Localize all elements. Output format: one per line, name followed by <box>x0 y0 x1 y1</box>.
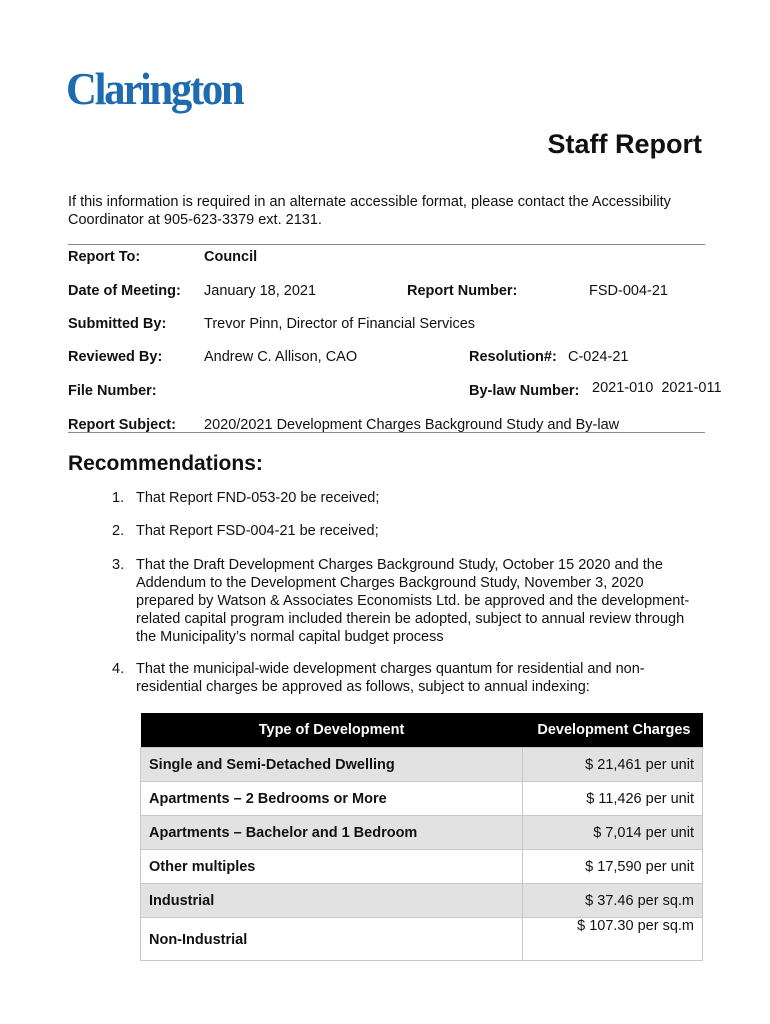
report-subject-label: Report Subject: <box>68 417 176 433</box>
development-charge-cell: $ 21,461 per unit <box>523 748 703 782</box>
development-type-cell: Industrial <box>141 884 523 918</box>
file-number-label: File Number: <box>68 383 157 399</box>
development-charge-cell: $ 7,014 per unit <box>523 816 703 850</box>
clarington-logo: Clarington <box>66 63 243 114</box>
report-number-label: Report Number: <box>407 283 518 299</box>
bylaw-number-value: 2021-010 2021-011 <box>592 380 722 396</box>
development-charge-cell: $ 37.46 per sq.m <box>523 884 703 918</box>
recommendations-heading: Recommendations: <box>68 452 263 475</box>
development-charge-cell: $ 17,590 per unit <box>523 850 703 884</box>
column-header-type: Type of Development <box>141 713 523 748</box>
column-header-charges: Development Charges <box>523 713 703 748</box>
date-of-meeting-value: January 18, 2021 <box>204 283 317 299</box>
recommendation-number: 2. <box>112 523 125 539</box>
report-to-value: Council <box>204 249 258 265</box>
reviewed-by-value: Andrew C. Allison, CAO <box>204 349 358 365</box>
bottom-divider <box>68 432 705 433</box>
development-charges-table <box>140 713 703 961</box>
recommendation-text: That Report FSD-004-21 be received; <box>136 523 379 539</box>
resolution-value: C-024-21 <box>568 349 629 365</box>
submitted-by-value: Trevor Pinn, Director of Financial Services <box>204 316 476 332</box>
development-type-cell: Non-Industrial <box>141 918 523 961</box>
table-row <box>141 782 703 816</box>
bylaw-number-label: By-law Number: <box>469 383 580 399</box>
report-subject-value: 2020/2021 Development Charges Background Study and By-law <box>204 417 620 433</box>
recommendation-number: 1. <box>112 490 125 506</box>
development-type-cell: Apartments – Bachelor and 1 Bedroom <box>141 816 523 850</box>
development-charge-cell: $ 107.30 per sq.m <box>523 918 703 961</box>
table-row <box>141 816 703 850</box>
submitted-by-label: Submitted By: <box>68 316 167 332</box>
table-row <box>141 850 703 884</box>
recommendation-text: That the Draft Development Charges Background Study, October 15 2020 and the Addendum to the Development Charges Background Study, November 3, 2020 prepared by Watson & Associates Economists Ltd. be approved and the development-related capital program included therein be adopted, subject to annual review through the Municipality’s normal capital budget process <box>136 557 690 645</box>
development-type-cell: Single and Semi-Detached Dwelling <box>141 748 523 782</box>
development-type-cell: Apartments – 2 Bedrooms or More <box>141 782 523 816</box>
table-row <box>141 748 703 782</box>
date-of-meeting-label: Date of Meeting: <box>68 283 181 299</box>
accessibility-note: If this information is required in an alternate accessible format, please contact the Accessibility Coordinator at 905-623-3379 ext. 2131. <box>68 194 671 228</box>
table-header-row <box>141 713 703 748</box>
recommendation-number: 4. <box>112 661 125 677</box>
recommendation-text: That Report FND-053-20 be received; <box>136 490 380 506</box>
table-row <box>141 918 703 961</box>
recommendation-number: 3. <box>112 557 125 573</box>
development-type-cell: Other multiples <box>141 850 523 884</box>
report-to-label: Report To: <box>68 249 141 265</box>
reviewed-by-label: Reviewed By: <box>68 349 163 365</box>
report-number-value: FSD-004-21 <box>589 283 668 299</box>
resolution-label: Resolution#: <box>469 349 557 365</box>
recommendation-text: That the municipal-wide development charges quantum for residential and non-residential charges be approved as follows, subject to annual indexing: <box>136 661 645 695</box>
top-divider <box>68 244 705 245</box>
table-row <box>141 884 703 918</box>
page-title: Staff Report <box>547 129 702 159</box>
development-charge-cell: $ 11,426 per unit <box>523 782 703 816</box>
